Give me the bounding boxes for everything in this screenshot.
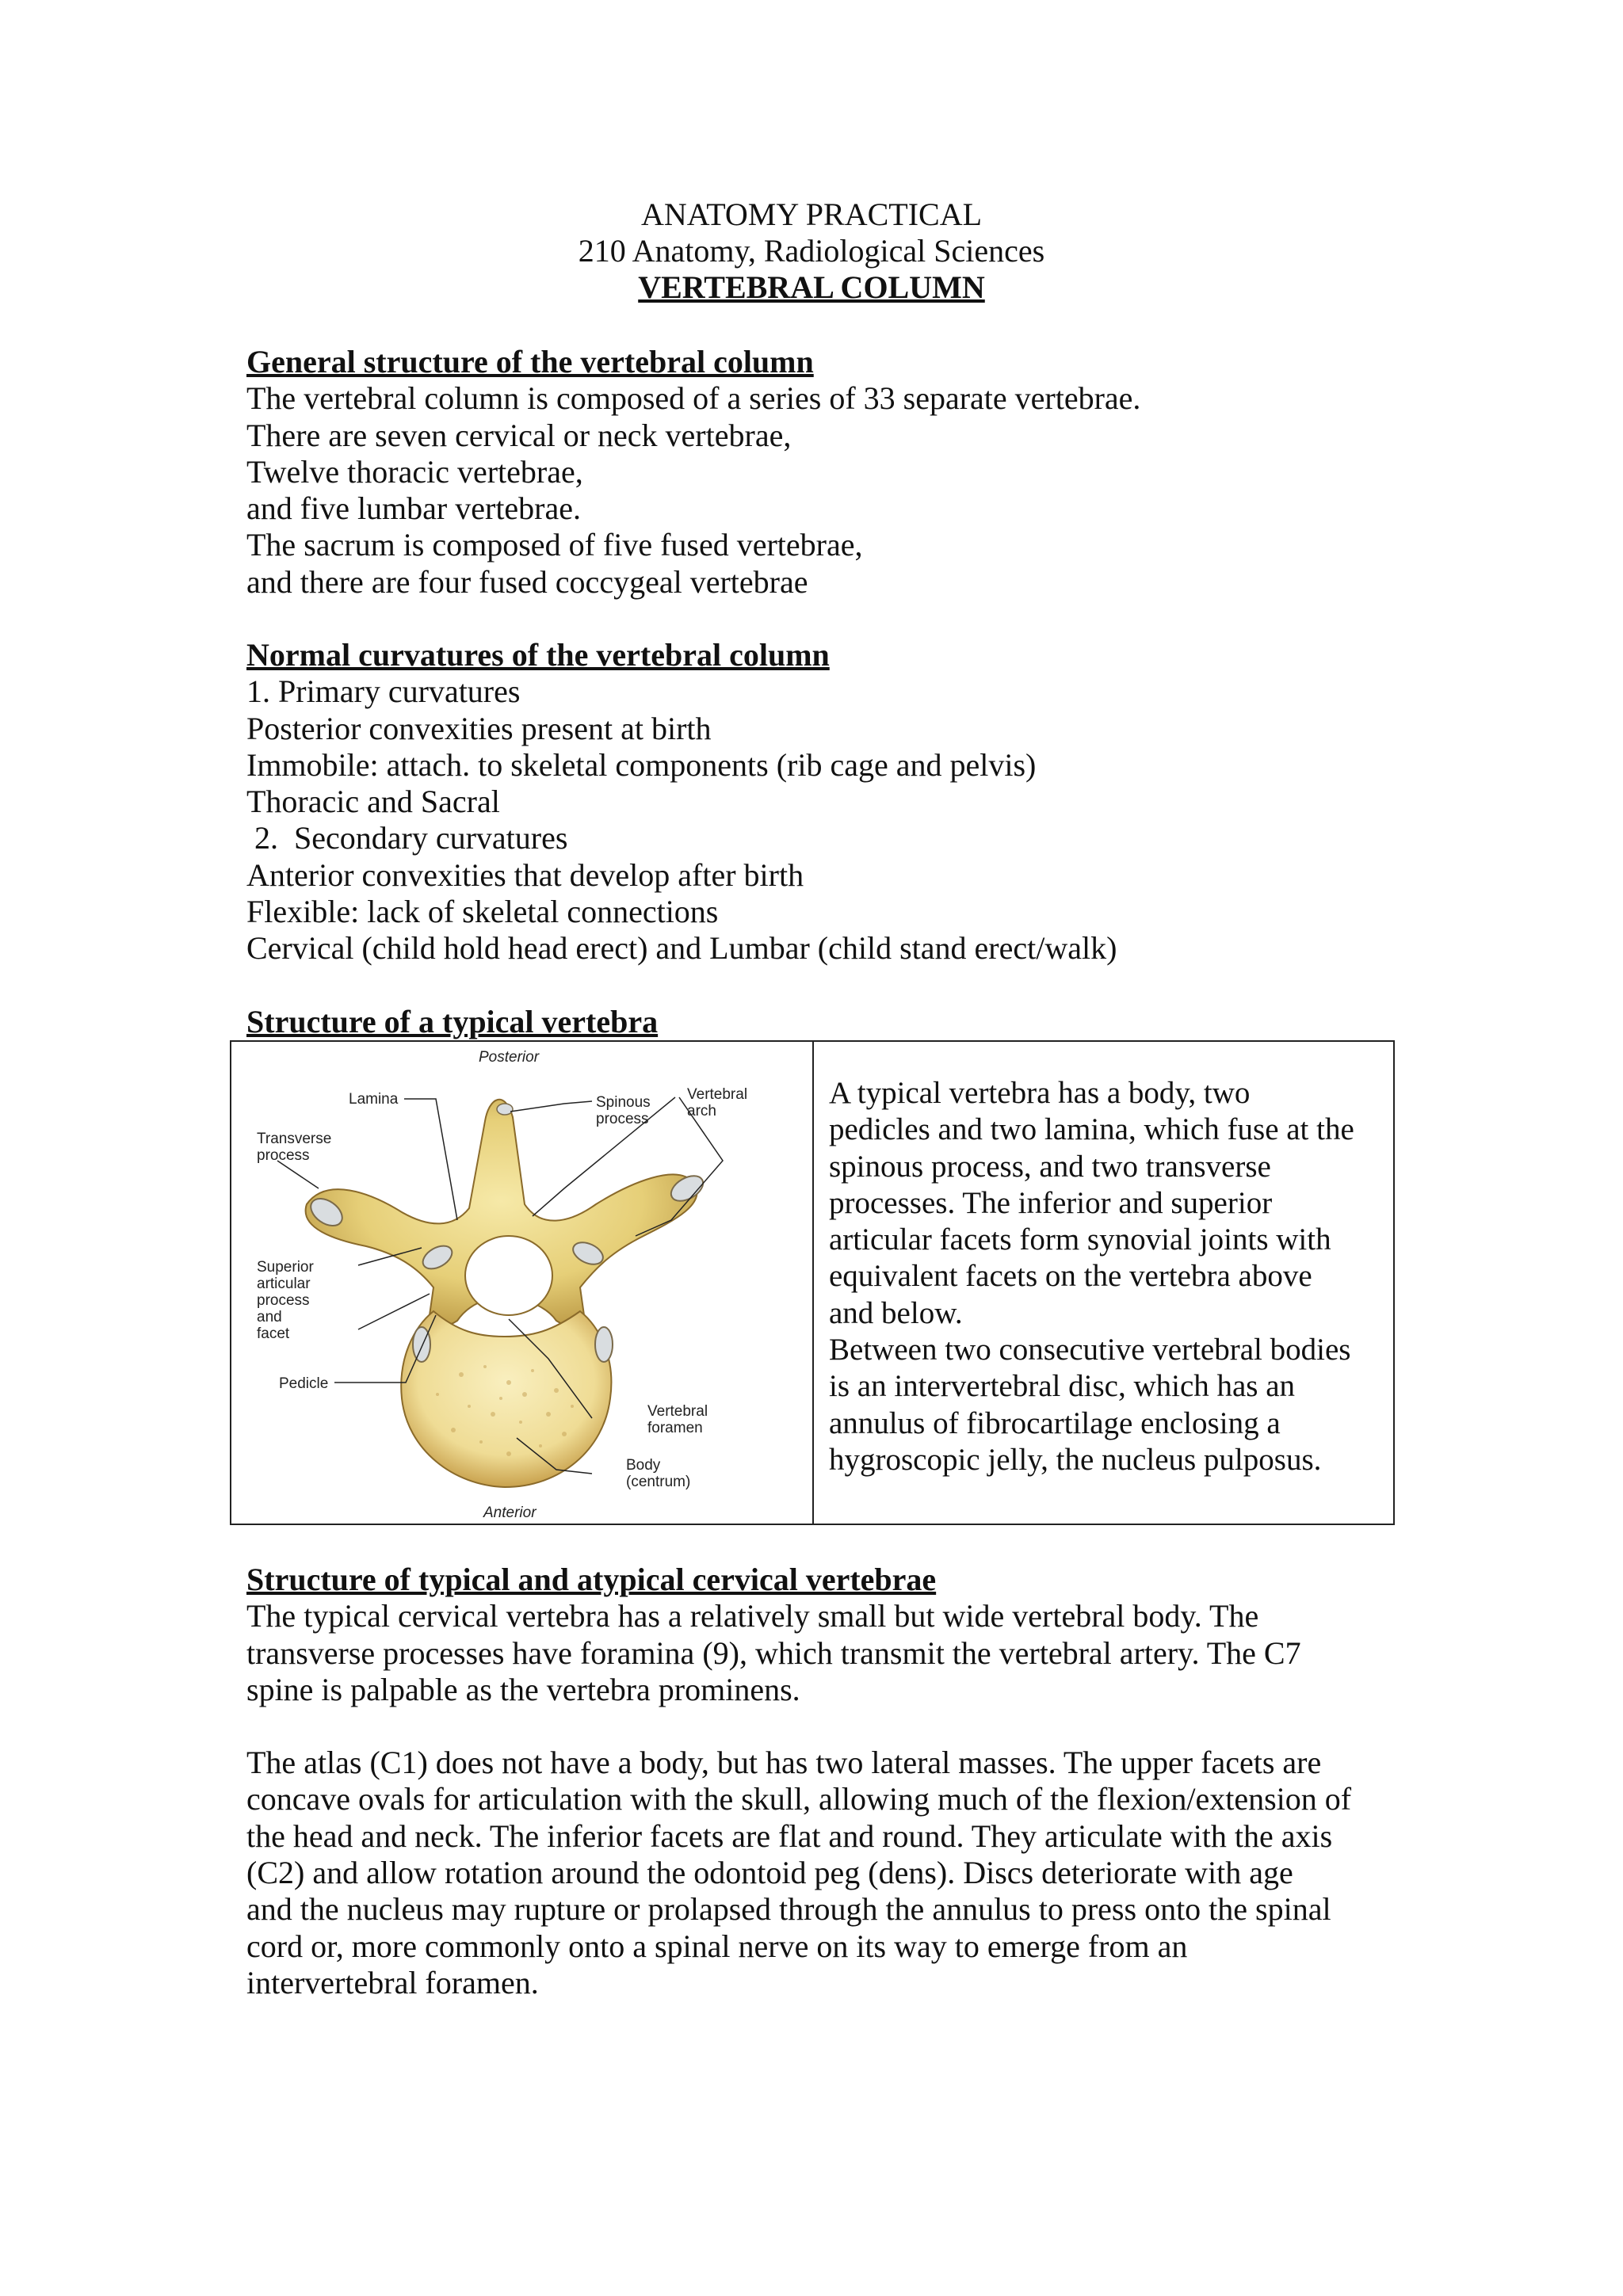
general-line: and there are four fused coccygeal vertebrae (246, 563, 808, 600)
label-pedicle: Pedicle (279, 1375, 329, 1392)
cervical-para2-line: the head and neck. The inferior facets are flat and round. They articulate with the axis (246, 1817, 1333, 1854)
curvatures-line: Posterior convexities present at birth (246, 710, 712, 746)
cervical-para2-line: The atlas (C1) does not have a body, but has two lateral masses. The upper facets are (246, 1745, 1322, 1781)
label-arch-2: arch (687, 1103, 716, 1119)
label-spinous-1: Spinous (596, 1094, 651, 1111)
cervical-para2-line: concave ovals for articulation with the skull, allowing much of the flexion/extension of (246, 1781, 1352, 1817)
inferior-facet-right (595, 1327, 613, 1362)
cervical-para1-line: spine is palpable as the vertebra prominens. (246, 1671, 800, 1707)
label-foramen-1: Vertebral (647, 1403, 708, 1420)
description-line: processes. The inferior and superior (829, 1185, 1273, 1220)
typical-vertebra-heading: Structure of a typical vertebra (246, 1004, 659, 1039)
cervical-para1-line: transverse processes have foramina (9), which transmit the vertebral artery. The C7 (246, 1634, 1301, 1671)
curvatures-section (246, 637, 1403, 967)
label-body-2: (centrum) (626, 1474, 691, 1490)
curvatures-line: 1. Primary curvatures (246, 673, 521, 710)
label-lamina: Lamina (349, 1091, 399, 1108)
description-line: articular facets form synovial joints with (829, 1222, 1331, 1257)
description-line: is an intervertebral disc, which has an (829, 1369, 1296, 1404)
label-superior-1: Superior (257, 1259, 314, 1276)
general-line: and five lumbar vertebrae. (246, 490, 582, 527)
description-line: Between two consecutive vertebral bodies (829, 1333, 1351, 1367)
description-line: hygroscopic jelly, the nucleus pulposus. (829, 1442, 1322, 1477)
vertebra-figure-cell (231, 1042, 812, 1524)
header-topic: VERTEBRAL COLUMN (638, 269, 985, 305)
table-divider (812, 1042, 814, 1524)
label-transverse-2: process (257, 1147, 310, 1164)
curvatures-line: Anterior convexities that develop after birth (246, 856, 804, 893)
description-line: pedicles and two lamina, which fuse at the (829, 1112, 1354, 1147)
label-superior-5: facet (257, 1325, 290, 1342)
typical-vertebra-section (246, 1004, 1403, 1040)
curvatures-line: Immobile: attach. to skeletal components (rib cage and pelvis) (246, 746, 1037, 783)
general-structure-heading: General structure of the vertebral column (246, 344, 814, 379)
vertebral-body-shape (401, 1311, 611, 1487)
curvatures-heading: Normal curvatures of the vertebral column (246, 637, 830, 673)
label-spinous-2: process (596, 1111, 649, 1127)
label-arch-1: Vertebral (687, 1086, 748, 1103)
cervical-para1-line: The typical cervical vertebra has a relatively small but wide vertebral body. The (246, 1598, 1259, 1634)
description-line: and below. (829, 1295, 963, 1330)
label-superior-2: articular (257, 1276, 311, 1292)
general-line: There are seven cervical or neck vertebrae, (246, 417, 792, 453)
cervical-para2-line: intervertebral foramen. (246, 1964, 539, 2000)
vertebral-foramen-shape (465, 1236, 552, 1315)
description-line: equivalent facets on the vertebra above (829, 1259, 1312, 1294)
curvatures-line: Flexible: lack of skeletal connections (246, 894, 719, 930)
description-line: A typical vertebra has a body, two (829, 1076, 1251, 1110)
spinous-tip (497, 1104, 513, 1115)
header-course: 210 Anatomy, Radiological Sciences (578, 233, 1045, 269)
general-structure-section (246, 344, 1403, 601)
general-line: Twelve thoracic vertebrae, (246, 453, 583, 490)
label-posterior: Posterior (479, 1049, 540, 1066)
general-line: The vertebral column is composed of a series of 33 separate vertebrae. (246, 380, 1141, 417)
curvatures-line: Cervical (child hold head erect) and Lumbar (child stand erect/walk) (246, 930, 1117, 967)
document-header (0, 196, 1623, 306)
label-foramen-2: foramen (647, 1420, 703, 1436)
general-line: The sacrum is composed of five fused vertebrae, (246, 527, 863, 563)
cervical-para2-line: (C2) and allow rotation around the odontoid peg (dens). Discs deteriorate with age (246, 1855, 1293, 1891)
vertebra-description (829, 1075, 1384, 1478)
label-transverse-1: Transverse (257, 1131, 332, 1147)
curvatures-line: Thoracic and Sacral (246, 784, 500, 820)
cervical-section (246, 1562, 1403, 2001)
cervical-heading: Structure of typical and atypical cervical vertebrae (246, 1562, 937, 1597)
header-title: ANATOMY PRACTICAL (640, 196, 983, 232)
description-line: spinous process, and two transverse (829, 1149, 1271, 1184)
cervical-para2-line: cord or, more commonly onto a spinal nerve on its way to emerge from an (246, 1928, 1188, 1964)
label-body-1: Body (626, 1457, 661, 1474)
cervical-para2-line: and the nucleus may rupture or prolapsed through the annulus to press onto the spinal (246, 1891, 1331, 1928)
vertebra-illustration (231, 1042, 812, 1524)
vertebra-table (230, 1040, 1395, 1525)
curvatures-line: 2. Secondary curvatures (246, 820, 568, 856)
label-superior-3: process (257, 1292, 310, 1309)
label-anterior: Anterior (483, 1505, 537, 1521)
label-superior-4: and (257, 1309, 282, 1325)
description-line: annulus of fibrocartilage enclosing a (829, 1405, 1281, 1440)
